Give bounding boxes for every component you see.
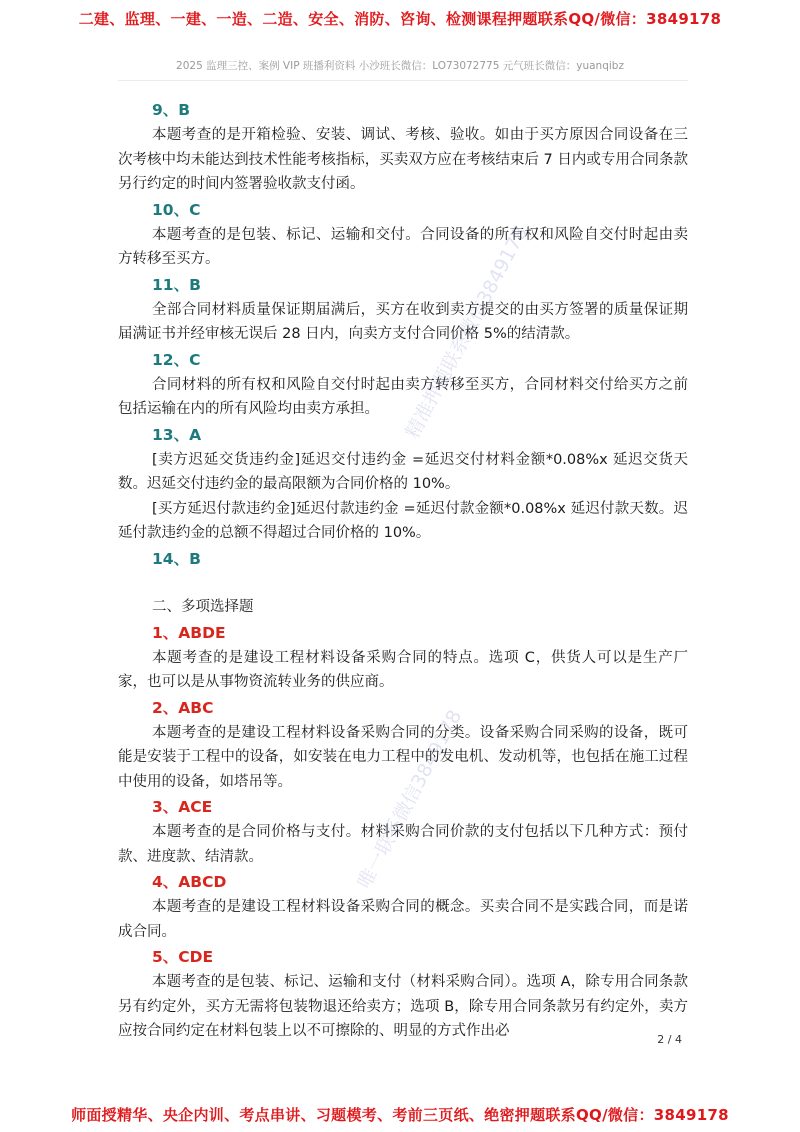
- bottom-promo-banner: 师面授精华、央企内训、考点串讲、习题模考、考前三页纸、绝密押题联系QQ/微信：3849178: [71, 1106, 729, 1124]
- header-note: 2025 监理三控、案例 VIP 班播利资料 小沙班长微信：LO73072775 元气班长微信：yuanqibz: [176, 60, 624, 72]
- explanation-paragraph: 本题考查的是合同价格与支付。材料采购合同价款的支付包括以下几种方式：预付款、进度款、结清款。: [118, 824, 688, 865]
- answer-key: 13、A: [152, 425, 202, 444]
- explanation-paragraph: [买方延迟付款违约金]延迟付款违约金 =延迟付款金额*0.08%x 延迟付款天数。迟延付款违约金的总额不得超过合同价格的 10%。: [118, 500, 688, 541]
- answer-key: 4、ABCD: [152, 873, 227, 891]
- answer-key: 2、ABC: [152, 698, 214, 717]
- explanation-paragraph: 全部合同材料质量保证期届满后，买方在收到卖方提交的由买方签署的质量保证期届满证书并经审核无误后 28 日内，向卖方支付合同价格 5%的结清款。: [118, 301, 688, 342]
- answer-key: 12、C: [152, 350, 201, 369]
- explanation-paragraph: 本题考查的是包装、标记、运输和交付。合同设备的所有权和风险自交付时起由卖方转移至买方。: [118, 226, 688, 267]
- spacer: [118, 572, 688, 594]
- answer-key: 9、B: [152, 101, 191, 119]
- top-promo-banner: 二建、监理、一建、一造、二造、安全、消防、咨询、检测课程押题联系QQ/微信：3849178: [78, 10, 722, 28]
- section-title: 二、多项选择题: [152, 598, 254, 615]
- explanation-paragraph: 本题考查的是建设工程材料设备采购合同的分类。设备采购合同采购的设备，既可能是安装于工程中的设备，如安装在电力工程中的发电机、发动机等，也包括在施工过程中使用的设备，如塔吊等。: [118, 724, 688, 790]
- page-number: 2 / 4: [657, 1033, 682, 1046]
- answer-key: 3、ACE: [152, 798, 213, 816]
- answer-key: 11、B: [152, 275, 201, 294]
- answer-key: 1、ABDE: [152, 623, 226, 642]
- answer-key: 14、B: [152, 549, 201, 568]
- watermark-text: 精准押题联系微信3849178: [401, 222, 533, 443]
- explanation-paragraph: 本题考查的是建设工程材料设备采购合同的特点。选项 C，供货人可以是生产厂家，也可以是从事物资流转业务的供应商。: [118, 649, 688, 690]
- explanation-paragraph: [卖方迟延交货违约金]延迟交付违约金 =延迟交付材料金额*0.08%x 延迟交货天数。迟延交付违约金的最高限额为合同价格的 10%。: [118, 451, 688, 492]
- answer-key: 5、CDE: [152, 948, 214, 966]
- answer-content: [118, 97, 688, 1044]
- watermark-text: 唯一联系微信3849178: [353, 706, 467, 893]
- explanation-paragraph: 本题考查的是建设工程材料设备采购合同的概念。买卖合同不是实践合同，而是诺成合同。: [118, 899, 688, 940]
- header-divider: [118, 80, 688, 81]
- explanation-paragraph: 本题考查的是开箱检验、安装、调试、考核、验收。如由于买方原因合同设备在三次考核中均未能达到技术性能考核指标，买卖双方应在考核结束后 7 日内或专用合同条款另行约定的时间内签署验收款支付函。: [118, 127, 688, 192]
- single-choice-answers: [118, 97, 688, 572]
- explanation-paragraph: 合同材料的所有权和风险自交付时起由卖方转移至买方，合同材料交付给买方之前包括运输在内的所有风险均由卖方承担。: [118, 376, 688, 417]
- answer-key: 10、C: [152, 200, 201, 219]
- explanation-paragraph: 本题考查的是包装、标记、运输和支付（材料采购合同）。选项 A，除专用合同条款另有约定外，买方无需将包装物退还给卖方；选项 B，除专用合同条款另有约定外，卖方应按合同约定在材料包装上以不可擦除的、明显的方式作出必: [118, 974, 688, 1039]
